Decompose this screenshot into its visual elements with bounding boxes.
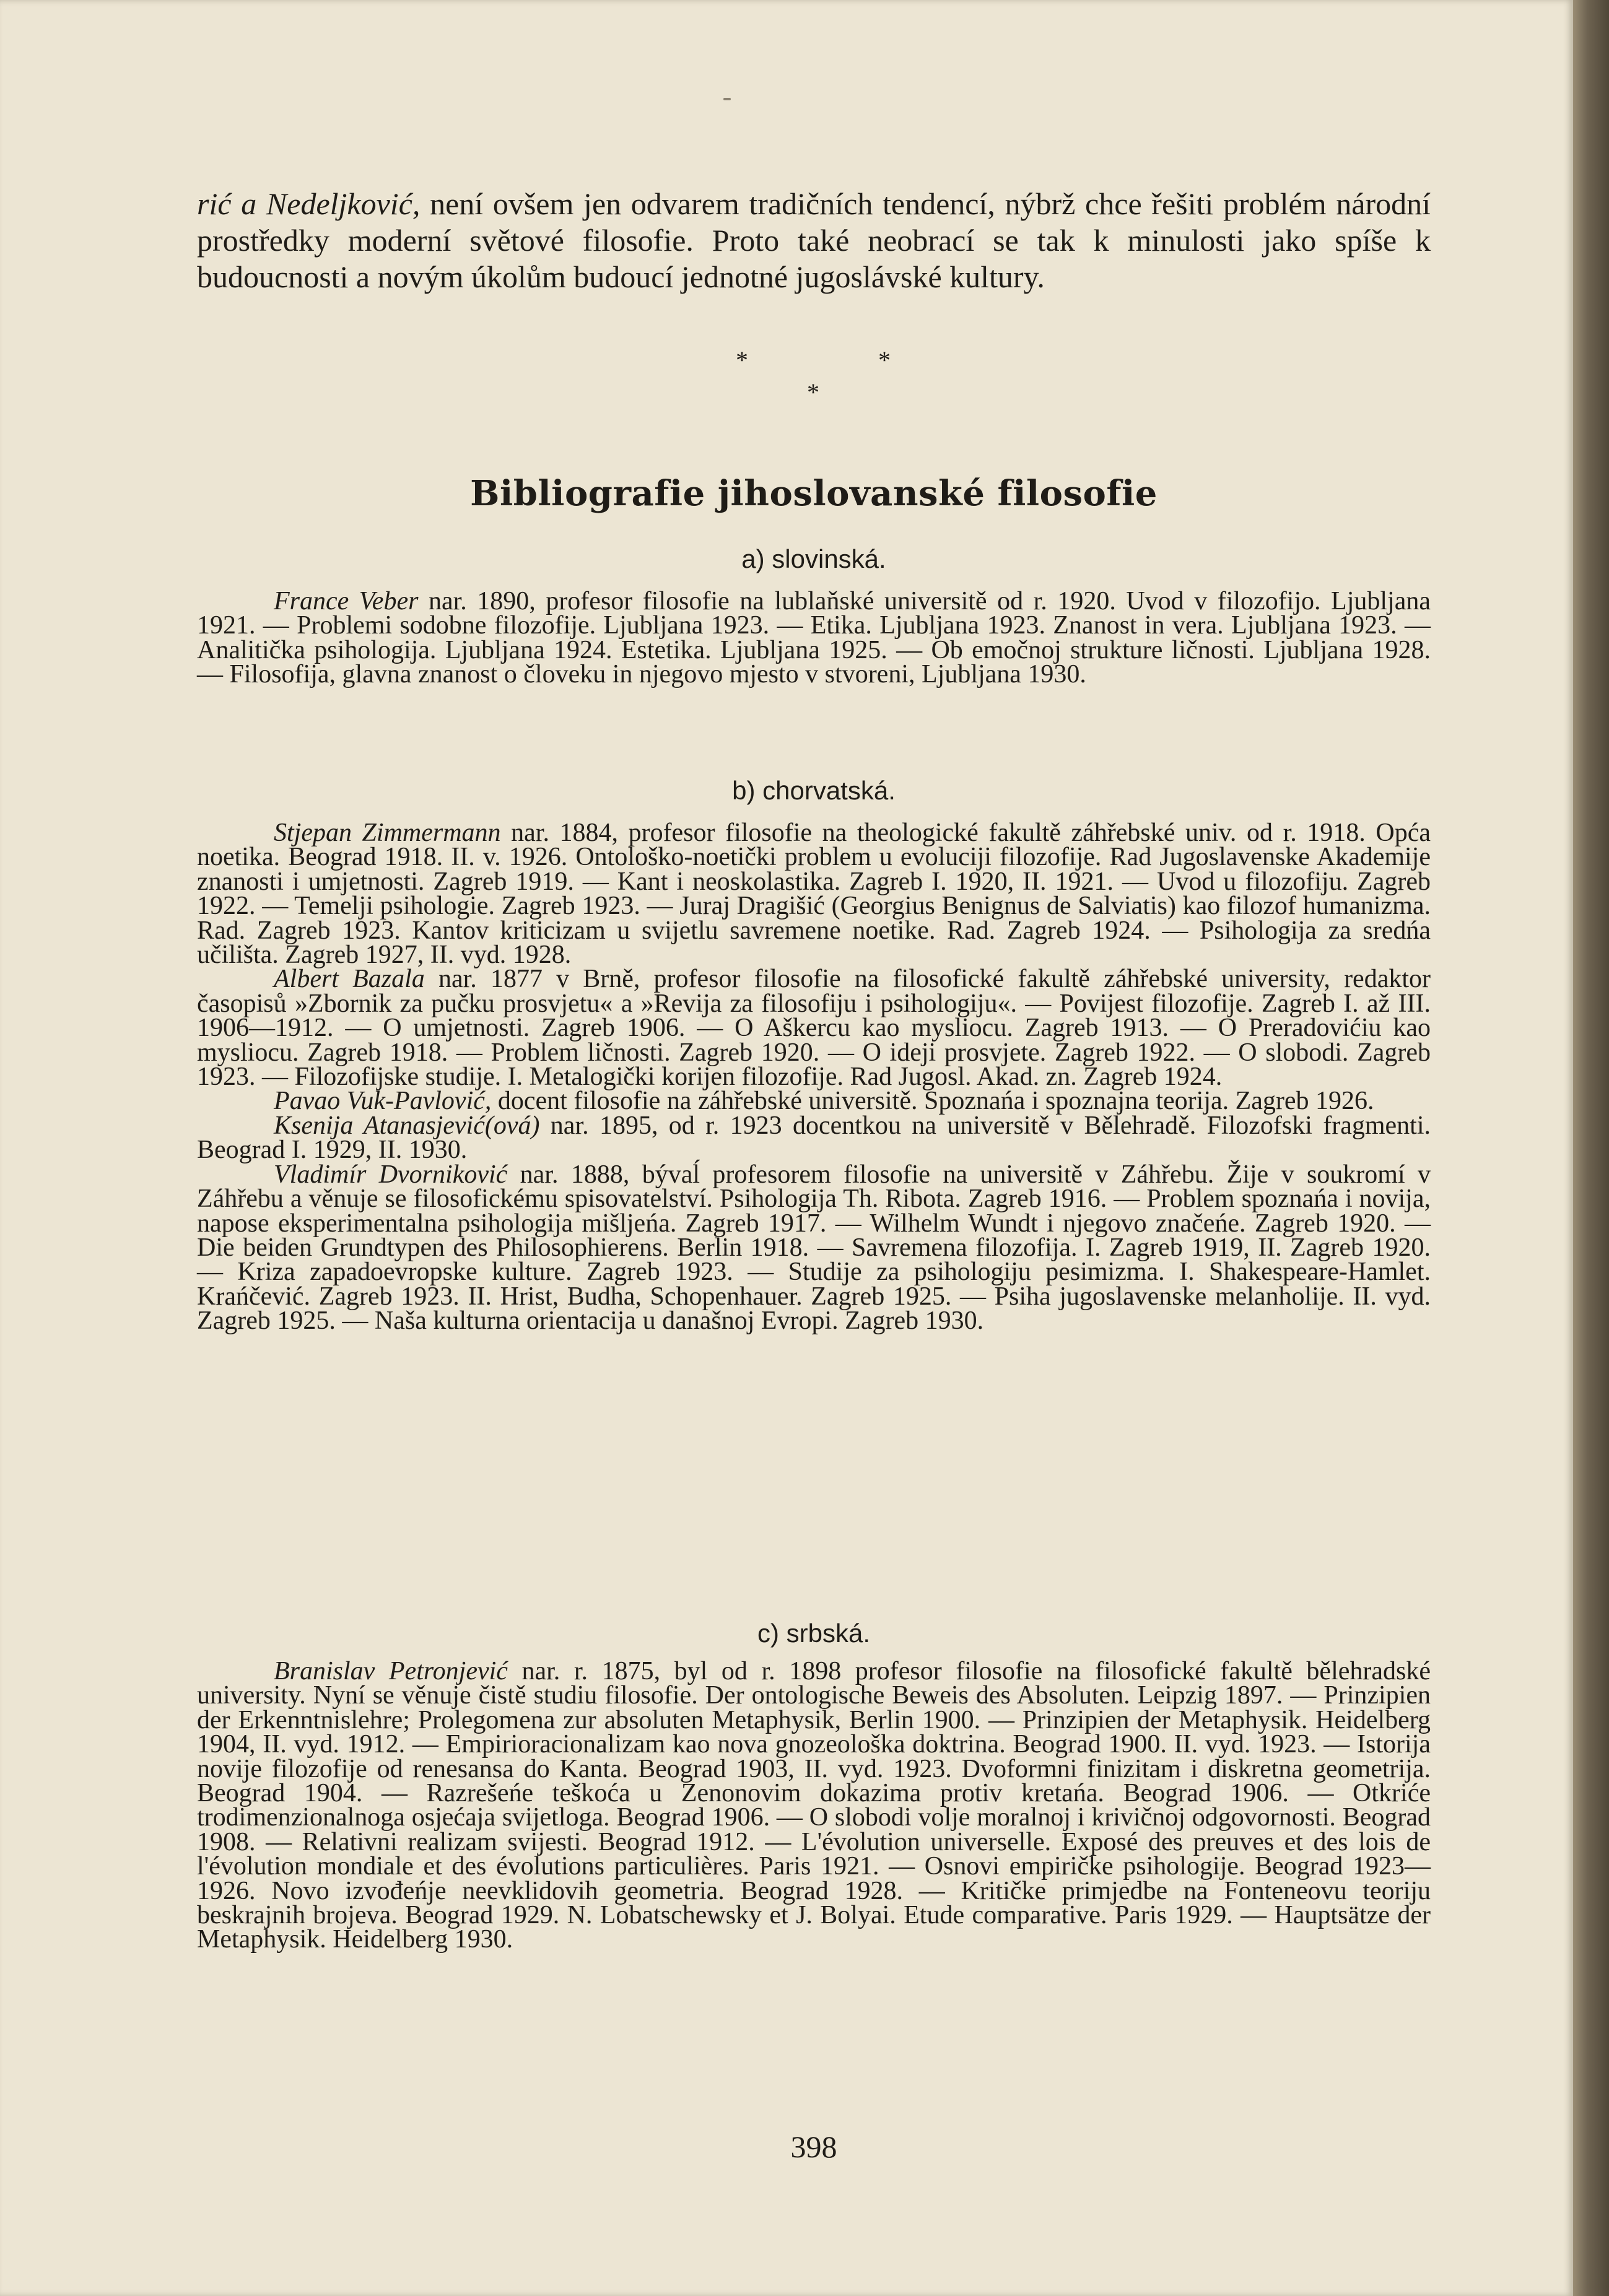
author-name: Stjepan Zimmermann — [274, 819, 501, 847]
section-srbska — [197, 1659, 1431, 1952]
author-name: Vladimír Dvorniković — [274, 1160, 508, 1189]
entry-text: nar. 1895, od r. 1923 docentkou na universitě v Bělehradě. Filozofski fragmenti. Beograd I. 1929, II. 1930. — [197, 1111, 1431, 1165]
entry-text: nar. 1877 v Brně, profesor filosofie na filosofické fakultě záhřebské university, redaktor časopisů »Zbornik za pučku prosvjetu« a »Revija za filosofiju i psihologiju«. — Povijest filozofije. Zagreb I. až III. 1906—1912. — O umjetnosti. Zagreb 1906. — O Aškercu kao mysliocu. Zagreb 1913. — O Preradovićiu kao mysliocu. Zagreb 1918. — Problem ličnosti. Zagreb 1920. — O ideji prosvjete. Zagreb 1922. — O slobodi. Zagreb 1923. — Filozofijske studije. I. Metalogički korijen filozofije. Rad Jugosl. Akad. zn. Zagreb 1924. — [197, 965, 1431, 1092]
section-heading-srbska: c) srbská. — [757, 1619, 871, 1648]
entry-text: nar. 1884, profesor filosofie na theologické fakultě záhřebské univ. od r. 1918. Opća noetika. Beograd 1918. II. v. 1926. Ontološko-noetički problem u evoluciji filozofije. Rad Jugoslavenske Akademije znanosti i umjetnosti. Zagreb 1919. — Kant i neoskolastika. Zagreb I. 1920, II. 1921. — Uvod u filozofiju. Zagreb 1922. — Temelji psihologie. Zagreb 1923. — Juraj Dragišić (Georgius Benignus de Salviatis) kao filozof humanizma. Rad. Zagreb 1923. Kantov kriticizam u svijetlu savremene noetike. Rad. Zagreb 1924. — Psihologija za sredńa učilišta. Zagreb 1927, II. vyd. 1928. — [197, 819, 1431, 970]
page-title: Bibliografie jihoslovanské filosofie — [470, 473, 1158, 514]
author-name: France Veber — [274, 587, 419, 615]
entry-text: docent filosofie na záhřebské universitě. Spoznańa i spoznajna teorija. Zagreb 1926. — [491, 1087, 1374, 1116]
author-name: Albert Bazala — [274, 965, 425, 994]
page-number: 398 — [790, 2129, 837, 2164]
bib-entry — [197, 1111, 1431, 1165]
author-name: Branislav Petronjević — [274, 1657, 508, 1685]
author-name: Pavao Vuk-Pavlović, — [274, 1087, 492, 1116]
divider-star: * — [878, 346, 891, 374]
section-chorvatska — [197, 821, 1431, 1334]
bib-entry — [197, 1087, 1431, 1116]
bib-entry — [197, 589, 1431, 687]
entry-text: nar. 1890, profesor filosofie na lublaňské universitě od r. 1920. Uvod v filozofijo. Ljubljana 1921. — Problemi sodobne filozofije. Ljubljana 1923. — Etika. Ljubljana 1923. Znanost in vera. Ljubljana 1923. — Analitička psihologija. Ljubljana 1924. Estetika. Ljubljana 1925. — Ob emočnoj strukture ličnosti. Ljubljana 1928. — Filosofija, glavna znanost o človeku in njegovo mjesto v stvoreni, Ljubljana 1930. — [197, 587, 1431, 689]
section-slovinska — [197, 589, 1431, 687]
facing-page-edge — [1573, 0, 1609, 2296]
bib-entry — [197, 819, 1431, 970]
divider-star: * — [736, 346, 748, 374]
author-name: Ksenija Atanasjević(ová) — [274, 1111, 540, 1140]
bib-entry — [197, 965, 1431, 1092]
entry-text: nar. 1888, bývaĺ profesorem filosofie na universitě v Záhřebu. Žije v soukromí v Záhřebu a věnuje se filosofickému spisovatelství. Psihologija Th. Ribota. Zagreb 1916. — Problem spoznańa i novija, napose eksperimentalna psihologija mišljeńa. Zagreb 1917. — Wilhelm Wundt i njegovo značeńe. Zagreb 1920. — Die beiden Grundtypen des Philosophierens. Berlin 1918. — Savremena filozofija. I. Zagreb 1919, II. Zagreb 1920. — Kriza zapadoevropske kulture. Zagreb 1923. — Studije za psihologiju pesimizma. I. Shakespeare-Hamlet. Krańčević. Zagreb 1923. II. Hrist, Budha, Schopenhauer. Zagreb 1925. — Psiha jugoslavenske melanholije. II. vyd. Zagreb 1925. — Naša kulturna orientacija u današnoj Evropi. Zagreb 1930. — [197, 1160, 1431, 1336]
bib-entry — [197, 1160, 1431, 1336]
entry-text: nar. r. 1875, byl od r. 1898 profesor filosofie na filosofické fakultě bělehradské university. Nyní se věnuje čistě studiu filosofie. Der ontologische Beweis des Absoluten. Leipzig 1897. — Prinzipien der Erkenntnislehre; Prolegomena zur absoluten Metaphysik, Berlin 1900. — Prinzipien der Metaphysik. Heidelberg 1904, II. vyd. 1912. — Empirioracionalizam kao nova gnozeološka doktrina. Beograd 1900. II. vyd. 1923. — Istorija novije filozofije od renesansa do Kanta. Beograd 1903, II. vyd. 1923. Dvoformni finizitam i diskretna geometrija. Beograd 1904. — Razrešeńe teškoća u Zenonovim dokazima protiv kretańa. Beograd 1906. — Otkriće trodimenzionalnoga osjećaja svijetloga. Beograd 1906. — O slobodi volje moralnoj i krivičnoj odgovornosti. Beograd 1908. — Relativni realizam svijesti. Beograd 1912. — L'évolution universelle. Exposé des preuves et des lois de l'évolution mondiale et des évolutions particulières. Paris 1921. — Osnovi empiričke psihologije. Beograd 1923—1926. Novo izvođeńje neevklidovih geometria. Beograd 1928. — Kritičke primjedbe na Fonteneovu teoriju beskrajnih brojeva. Beograd 1929. N. Lobatschewsky et J. Bolyai. Etude comparative. Paris 1929. — Hauptsätze der Metaphysik. Heidelberg 1930. — [197, 1657, 1431, 1954]
divider-star: * — [807, 378, 819, 406]
intro-names: rić a Nedeljković, — [197, 186, 421, 221]
section-divider-stars — [197, 339, 1431, 407]
section-heading-chorvatska: b) chorvatská. — [732, 776, 896, 805]
intro-text: není ovšem jen odvarem tradičních tendencí, nýbrž chce řešiti problém národní prostředky moderní světové filosofie. Proto také neobrací se tak k minulosti jako spíše k budoucnosti a novým úkolům budoucí jednotné jugoslávské kultury. — [197, 186, 1431, 294]
section-heading-slovinska: a) slovinská. — [741, 544, 886, 573]
bib-entry — [197, 1659, 1431, 1952]
intro-paragraph — [197, 186, 1431, 295]
ink-speck — [723, 98, 731, 100]
